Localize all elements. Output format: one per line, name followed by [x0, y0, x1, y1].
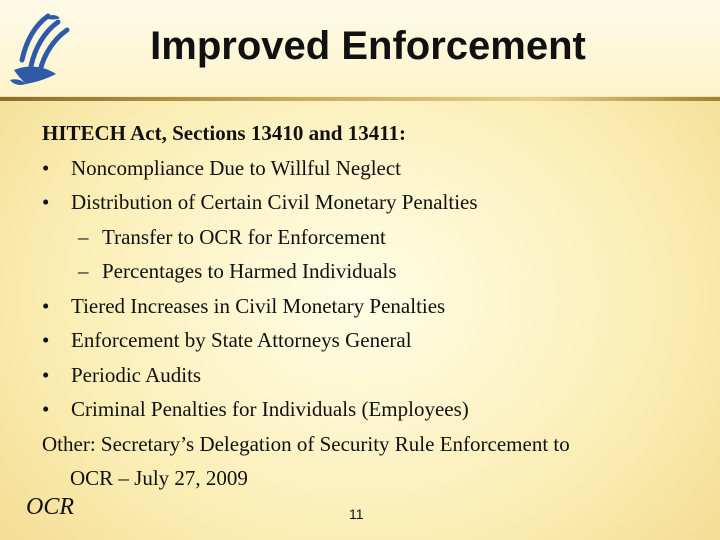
bullet-mark: •	[42, 293, 50, 318]
sub-list-item-text: Percentages to Harmed Individuals	[102, 259, 397, 283]
list-item	[42, 289, 712, 324]
bullet-mark: •	[42, 328, 50, 352]
list-item-text: Noncompliance Due to Willful Neglect	[71, 155, 402, 180]
list-item-text: Criminal Penalties for Individuals (Employees)	[71, 397, 469, 421]
list-item-text: Enforcement by State Attorneys General	[71, 328, 412, 352]
list-item	[42, 185, 712, 220]
bullet-mark: •	[42, 190, 50, 214]
list-item	[42, 151, 712, 186]
slide-title: Improved Enforcement	[150, 24, 586, 68]
list-item	[42, 323, 712, 358]
header-divider	[0, 97, 720, 101]
list-item-text: Periodic Audits	[71, 362, 202, 387]
other-note-continuation: OCR – July 27, 2009	[70, 466, 248, 490]
bullet-mark: •	[42, 397, 50, 421]
slide-body	[42, 116, 712, 496]
sub-list-item	[42, 254, 712, 289]
bullet-mark: •	[42, 155, 50, 180]
sub-list-item-text: Transfer to OCR for Enforcement	[102, 224, 386, 249]
page-number: 11	[349, 506, 364, 522]
list-item-text: Tiered Increases in Civil Monetary Penalties	[71, 293, 446, 318]
slide-header	[0, 0, 720, 96]
dash-mark: –	[78, 259, 89, 283]
list-item	[42, 358, 712, 393]
bullet-mark: •	[42, 362, 50, 387]
sub-list-item	[42, 220, 712, 255]
dash-mark: –	[78, 224, 89, 249]
other-note: Other: Secretary’s Delegation of Security Rule Enforcement to	[42, 431, 570, 456]
list-item	[42, 392, 712, 427]
footer-org-label: OCR	[26, 494, 74, 520]
list-item-text: Distribution of Certain Civil Monetary Penalties	[71, 190, 478, 214]
section-heading: HITECH Act, Sections 13410 and 13411:	[42, 121, 407, 145]
